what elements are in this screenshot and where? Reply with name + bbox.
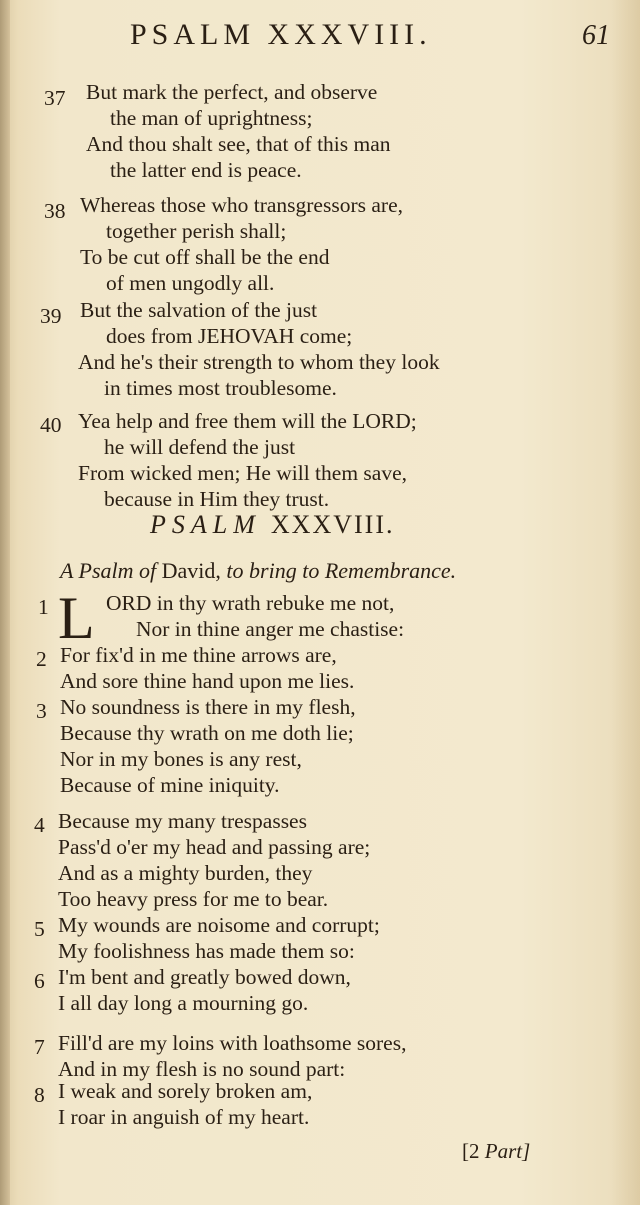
verse-line: he will defend the just	[104, 435, 296, 459]
catchword-word: Part]	[484, 1139, 531, 1163]
catchword	[462, 1138, 530, 1164]
subtitle-name: David,	[161, 558, 221, 583]
verse-line: Nor in thine anger me chastise:	[136, 617, 405, 641]
verse-line: And as a mighty burden, they	[58, 861, 313, 885]
verse-line: From wicked men; He will them save,	[78, 461, 407, 485]
verse-number: 1	[38, 595, 49, 619]
verse-number: 7	[34, 1035, 45, 1059]
subtitle-intro: A Psalm of	[60, 558, 157, 583]
verse-number: 5	[34, 917, 45, 941]
verse-line: Nor in my bones is any rest,	[60, 747, 302, 771]
verse-line: I all day long a mourning go.	[58, 991, 309, 1015]
psalm-heading-word: PSALM	[150, 510, 261, 539]
verse-number: 40	[40, 413, 62, 437]
verse-line: My wounds are noisome and corrupt;	[58, 913, 380, 937]
verse-number: 39	[40, 304, 62, 328]
catchword-number: [2	[462, 1139, 480, 1163]
verse-line: And thou shalt see, that of this man	[86, 132, 391, 156]
running-title: PSALM XXXVIII.	[130, 18, 432, 51]
verse-number: 2	[36, 647, 47, 671]
verse-line: And sore thine hand upon me lies.	[60, 669, 355, 693]
verse-number: 8	[34, 1083, 45, 1107]
verse-line: But mark the perfect, and observe	[86, 80, 378, 104]
verse-line: To be cut off shall be the end	[80, 245, 330, 269]
verse-line: in times most troublesome.	[104, 376, 337, 400]
verse-line: the man of uprightness;	[110, 106, 313, 130]
psalm-heading	[150, 512, 394, 538]
verse-number: 6	[34, 969, 45, 993]
verse-line: Pass'd o'er my head and passing are;	[58, 835, 371, 859]
verse-line: ORD in thy wrath rebuke me not,	[106, 591, 395, 615]
verse-line: Whereas those who transgressors are,	[80, 193, 403, 217]
page-number: 61	[582, 20, 610, 51]
verse-line: Fill'd are my loins with loathsome sores,	[58, 1031, 407, 1055]
verse-number: 4	[34, 813, 45, 837]
drop-capital: L	[58, 585, 95, 651]
verse-line: I weak and sorely broken am,	[58, 1079, 313, 1103]
verse-line: Because of mine iniquity.	[60, 773, 280, 797]
verse-line: But the salvation of the just	[80, 298, 318, 322]
verse-line: Because my many trespasses	[58, 809, 307, 833]
verse-line: Too heavy press for me to bear.	[58, 887, 329, 911]
verse-line: And he's their strength to whom they look	[78, 350, 440, 374]
page-header	[130, 18, 610, 58]
verse-line: Yea help and free them will the LORD;	[78, 409, 417, 433]
verse-line: the latter end is peace.	[110, 158, 302, 182]
verse-line: does from JEHOVAH come;	[106, 324, 353, 348]
verse-number: 37	[44, 86, 66, 110]
verse-number: 3	[36, 699, 47, 723]
subtitle-purpose: to bring to Remembrance.	[226, 558, 457, 583]
verse-line: together perish shall;	[106, 219, 287, 243]
verse-line: I'm bent and greatly bowed down,	[58, 965, 351, 989]
verse-number: 38	[44, 199, 66, 223]
psalm-subtitle	[60, 558, 456, 584]
book-spine-shadow	[0, 0, 10, 1205]
verse-line: because in Him they trust.	[104, 487, 330, 511]
verse-line: No soundness is there in my flesh,	[60, 695, 356, 719]
verse-line: My foolishness has made them so:	[58, 939, 355, 963]
psalm-heading-numeral: XXXVIII.	[270, 510, 395, 539]
verse-line: For fix'd in me thine arrows are,	[60, 643, 337, 667]
verse-line: Because thy wrath on me doth lie;	[60, 721, 354, 745]
verse-line: of men ungodly all.	[106, 271, 275, 295]
verse-line: And in my flesh is no sound part:	[58, 1057, 346, 1081]
verse-line: I roar in anguish of my heart.	[58, 1105, 310, 1129]
